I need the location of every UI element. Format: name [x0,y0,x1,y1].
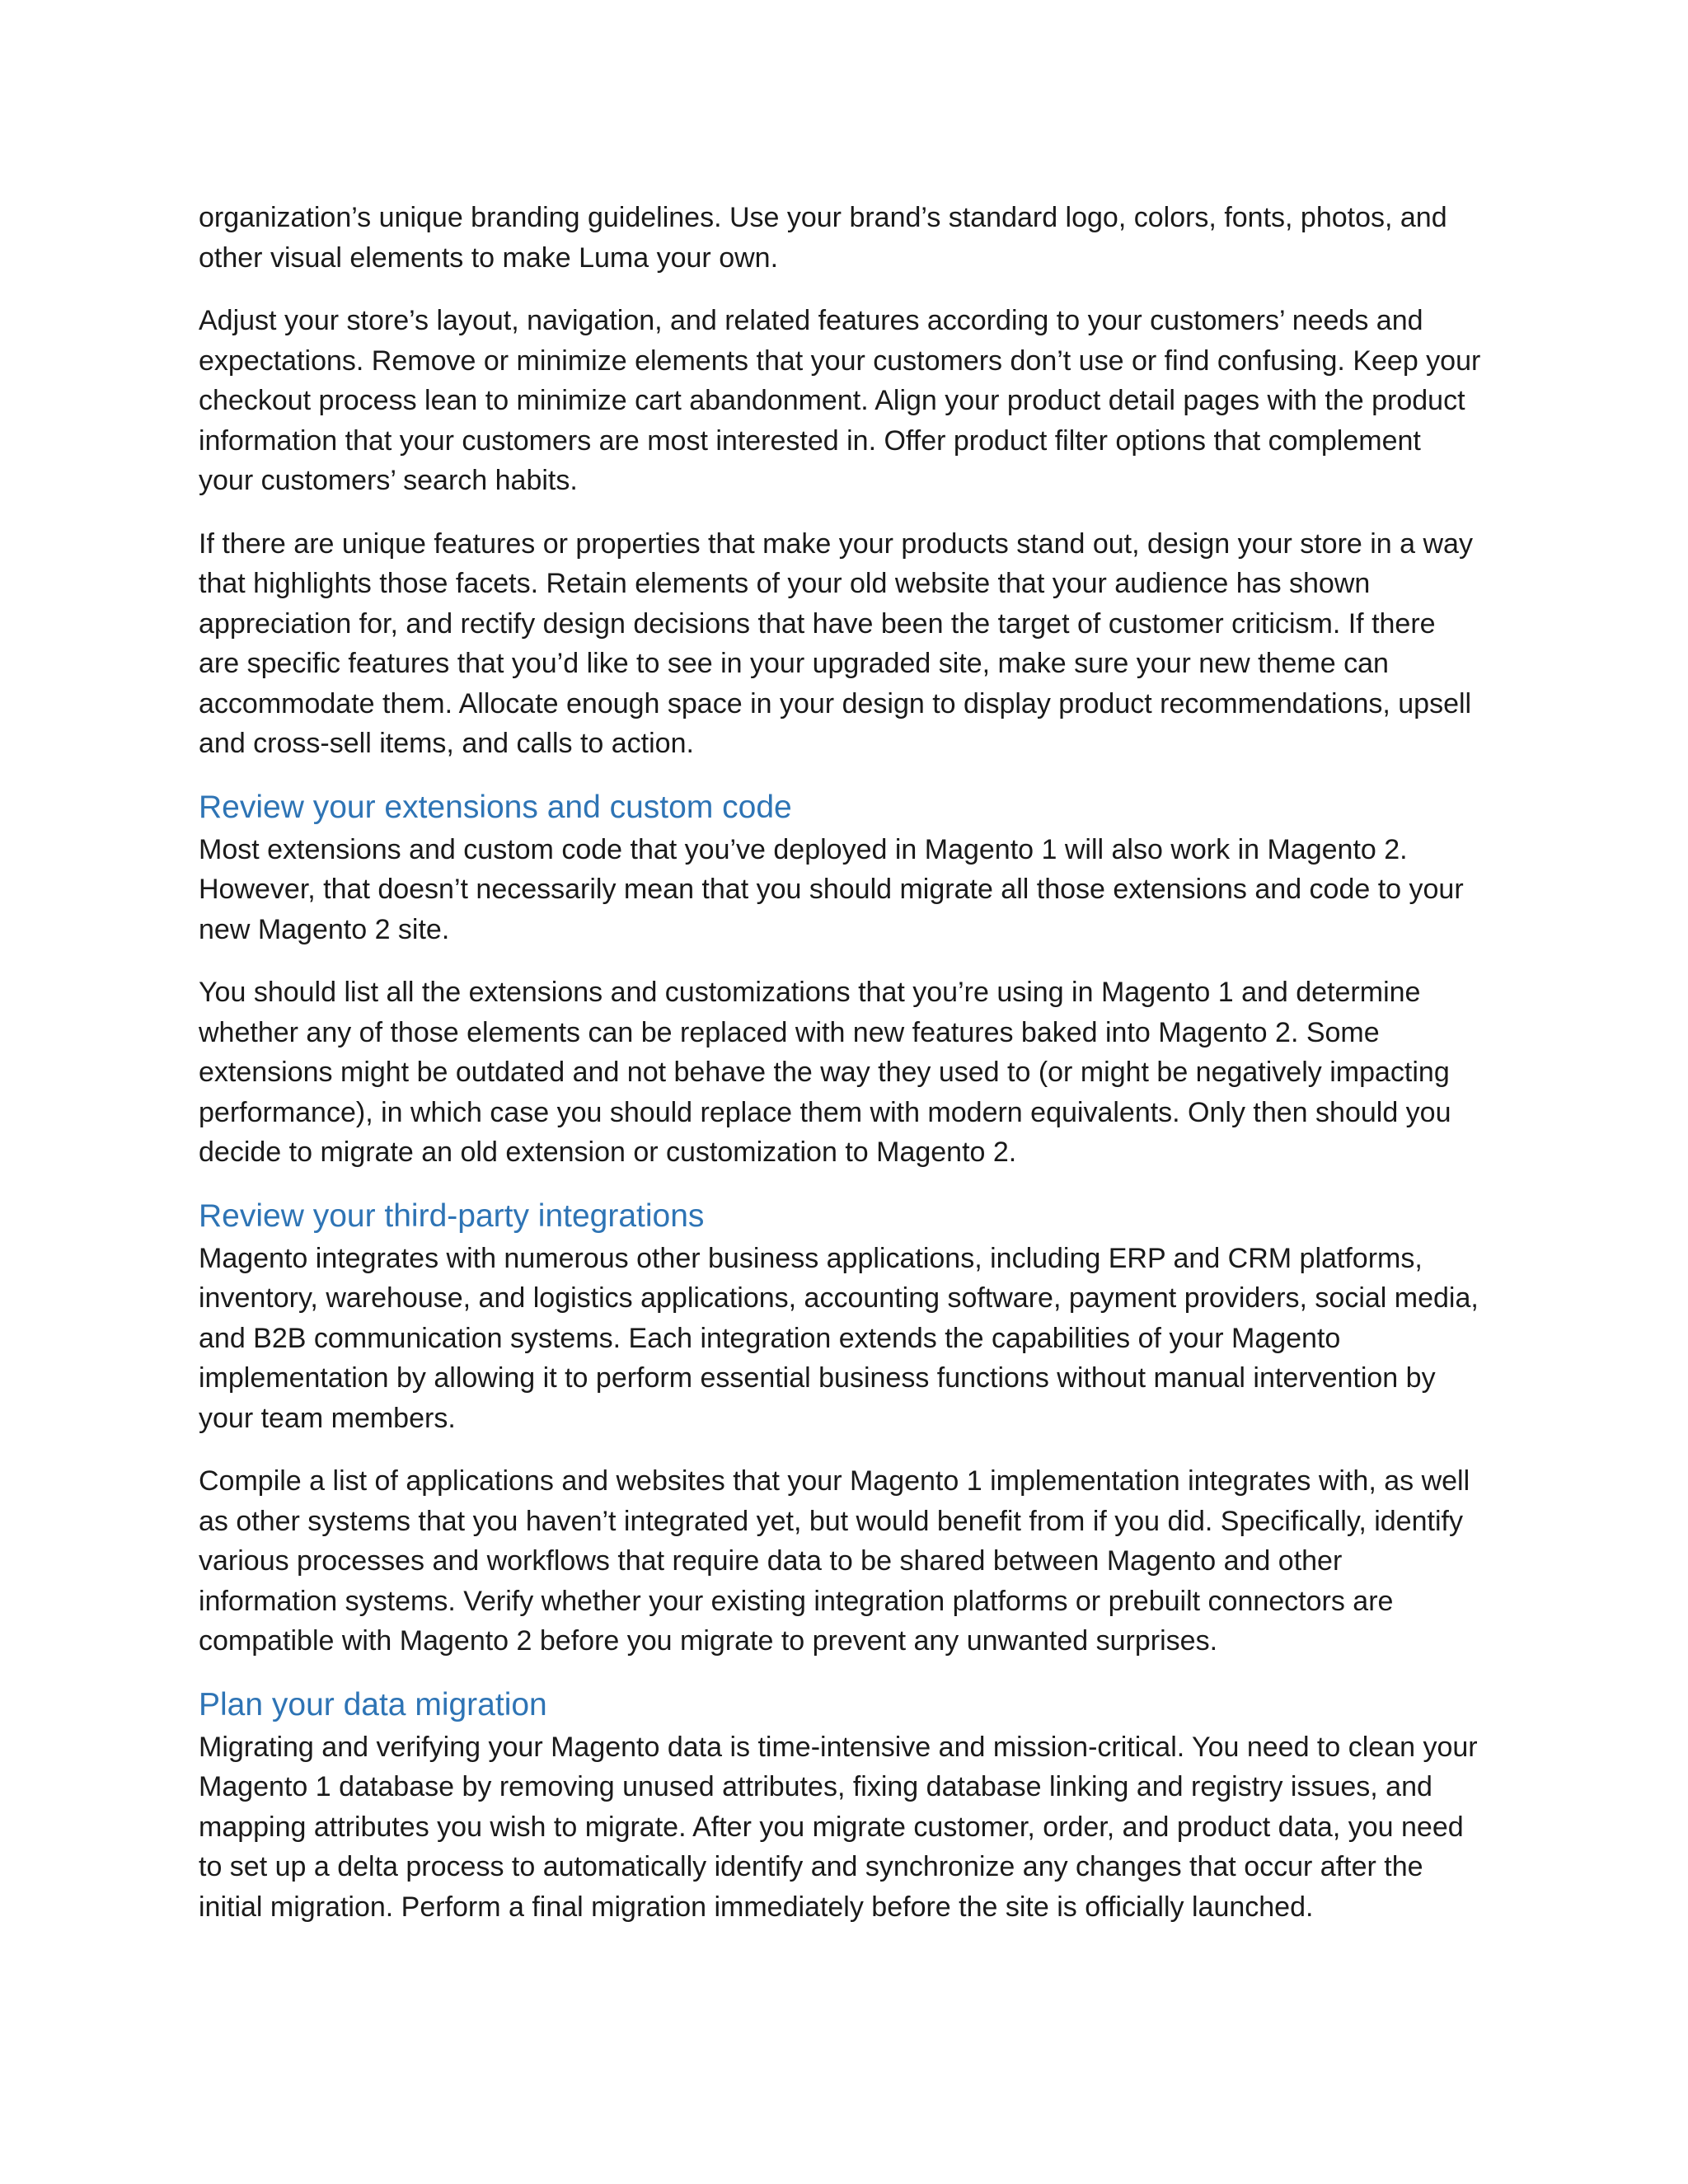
text-line: extensions might be outdated and not behave the way they used to (or might be negatively impacting [199,1057,1450,1088]
text-line: and B2B communication systems. Each integration extends the capabilities of your Magento [199,1322,1341,1354]
section-heading: Plan your data migration [199,1686,547,1722]
text-line: However, that doesn’t necessarily mean that you should migrate all those extensions and code to your [199,874,1464,905]
text-line: Compile a list of applications and websites that your Magento 1 implementation integrates with, as well [199,1465,1470,1497]
text-line: decide to migrate an old extension or customization to Magento 2. [199,1137,1017,1168]
text-line: compatible with Magento 2 before you migrate to prevent any unwanted surprises. [199,1625,1218,1657]
section-intro [199,198,1484,764]
text-line: Adjust your store’s layout, navigation, and related features according to your customers’ needs and [199,305,1423,336]
text-line: to set up a delta process to automatically identify and synchronize any changes that occur after the [199,1851,1423,1882]
text-line: If there are unique features or properties that make your products stand out, design your store in a way [199,527,1473,560]
text-line: other visual elements to make Luma your own. [199,241,779,274]
paragraph [199,1727,1484,1928]
text-line: Magento 1 database by removing unused attributes, fixing database linking and registry issues, and [199,1771,1432,1802]
text-line: You should list all the extensions and customizations that you’re using in Magento 1 and determine [199,977,1421,1008]
text-line: are specific features that you’d like to see in your upgraded site, make sure your new theme can [199,648,1389,679]
document-page [199,198,1484,1950]
text-line: appreciation for, and rectify design decisions that have been the target of customer criticism. If there [199,607,1436,640]
paragraph [199,1239,1484,1439]
text-line: performance), in which case you should replace them with modern equivalents. Only then should you [199,1096,1451,1128]
text-line: information that your customers are most interested in. Offer product filter options that complement [199,424,1421,457]
text-line: expectations. Remove or minimize elements that your customers don’t use or find confusing. Keep your [199,344,1481,377]
paragraph [199,524,1484,764]
text-line: organization’s unique branding guidelines. Use your brand’s standard logo, colors, fonts, photos, and [199,202,1447,233]
text-line: that highlights those facets. Retain elements of your old website that your audience has shown [199,568,1371,599]
paragraph [199,830,1484,950]
text-line: and cross-sell items, and calls to action. [199,728,694,759]
text-line: your customers’ search habits. [199,465,578,496]
text-line: inventory, warehouse, and logistics applications, accounting software, payment providers, social media, [199,1282,1479,1314]
section-heading: Review your extensions and custom code [199,789,792,825]
text-line: mapping attributes you wish to migrate. After you migrate customer, order, and product data, you need [199,1811,1464,1843]
text-line: your team members. [199,1402,456,1434]
paragraph [199,198,1484,278]
text-line: information systems. Verify whether your existing integration platforms or prebuilt connectors are [199,1585,1394,1617]
paragraph [199,301,1484,501]
text-line: Magento integrates with numerous other business applications, including ERP and CRM platforms, [199,1242,1423,1274]
text-line: various processes and workflows that require data to be shared between Magento and other [199,1545,1343,1577]
text-line: initial migration. Perform a final migration immediately before the site is officially launched. [199,1891,1314,1923]
section-heading: Review your third-party integrations [199,1197,705,1234]
section-extensions [199,787,1484,1173]
text-line: accommodate them. Allocate enough space in your design to display product recommendations, upsell [199,687,1472,719]
section-data-migration [199,1685,1484,1928]
section-integrations [199,1196,1484,1661]
text-line: new Magento 2 site. [199,913,450,945]
text-line: Most extensions and custom code that you’ve deployed in Magento 1 will also work in Magento 2. [199,833,1408,865]
text-line: Migrating and verifying your Magento data is time-intensive and mission-critical. You need to clean your [199,1731,1478,1763]
paragraph [199,972,1484,1173]
text-line: checkout process lean to minimize cart abandonment. Align your product detail pages with the product [199,385,1465,416]
paragraph [199,1461,1484,1661]
text-line: as other systems that you haven’t integrated yet, but would benefit from if you did. Specifically, identify [199,1505,1463,1537]
text-line: implementation by allowing it to perform essential business functions without manual intervention by [199,1362,1436,1394]
text-line: whether any of those elements can be replaced with new features baked into Magento 2. Some [199,1016,1380,1048]
